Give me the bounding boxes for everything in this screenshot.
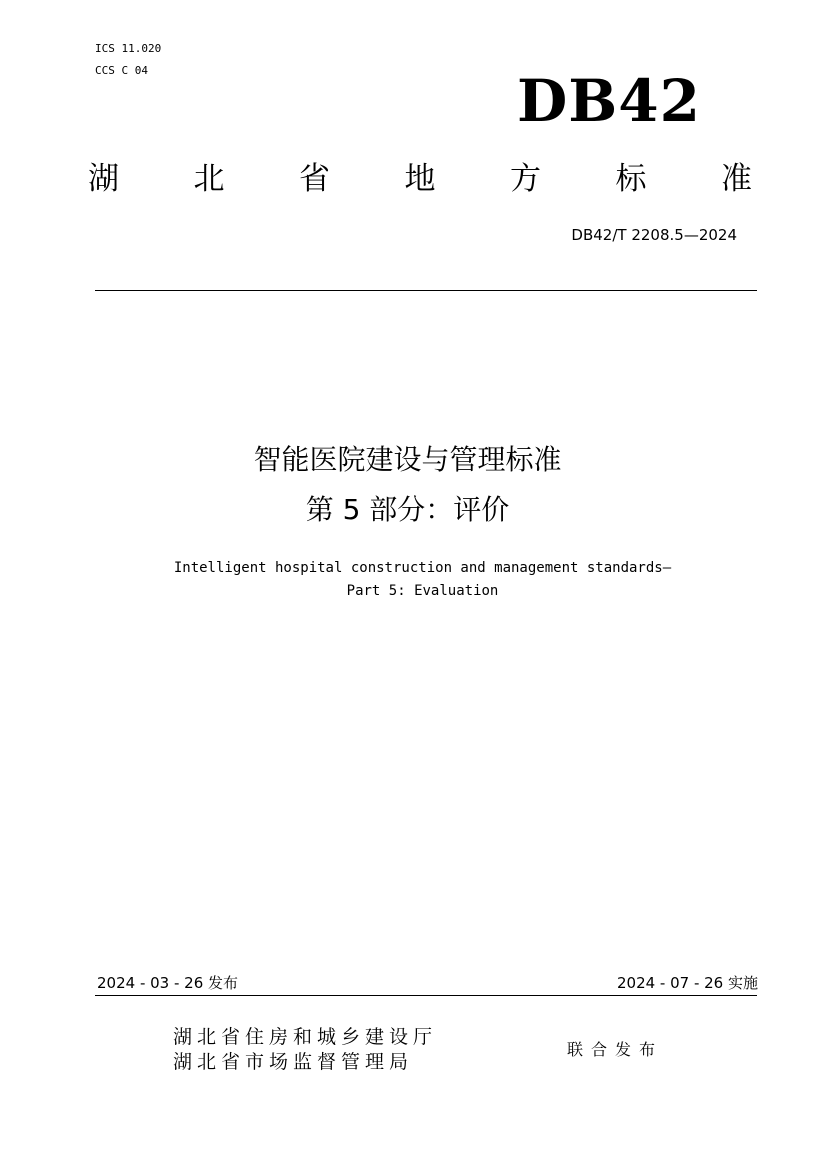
ccs-code: CCS C 04: [95, 64, 148, 77]
issue-date: 2024 - 03 - 26 发布: [97, 974, 239, 992]
footer-divider: [95, 995, 757, 996]
joint-issue-label: 联合发布: [567, 1040, 664, 1059]
province-title-char: 湖: [88, 161, 119, 197]
standard-number: DB42/T 2208.5—2024: [571, 226, 737, 244]
province-title-char: 地: [404, 161, 436, 197]
publisher-market-regulation: 湖北省市场监督管理局: [173, 1051, 414, 1073]
english-title-main: Intelligent hospital construction and management standards—: [173, 560, 672, 576]
province-title-char: 北: [193, 161, 225, 197]
province-standard-title: [88, 157, 752, 201]
chinese-title-part: 第 5 部分：评价: [305, 493, 510, 526]
ics-code: ICS 11.020: [95, 42, 162, 55]
header-divider: [95, 290, 757, 291]
db-standard-mark: DB42: [516, 67, 701, 135]
implementation-date: 2024 - 07 - 26 实施: [616, 974, 758, 992]
province-title-char: 标: [615, 161, 647, 197]
province-title-char: 省: [299, 161, 330, 197]
english-title-part: Part 5: Evaluation: [346, 583, 499, 599]
province-title-char: 准: [721, 161, 752, 197]
province-title-char: 方: [510, 161, 541, 197]
publisher-housing-department: 湖北省住房和城乡建设厅: [173, 1026, 438, 1048]
chinese-title-main: 智能医院建设与管理标准: [253, 443, 562, 476]
